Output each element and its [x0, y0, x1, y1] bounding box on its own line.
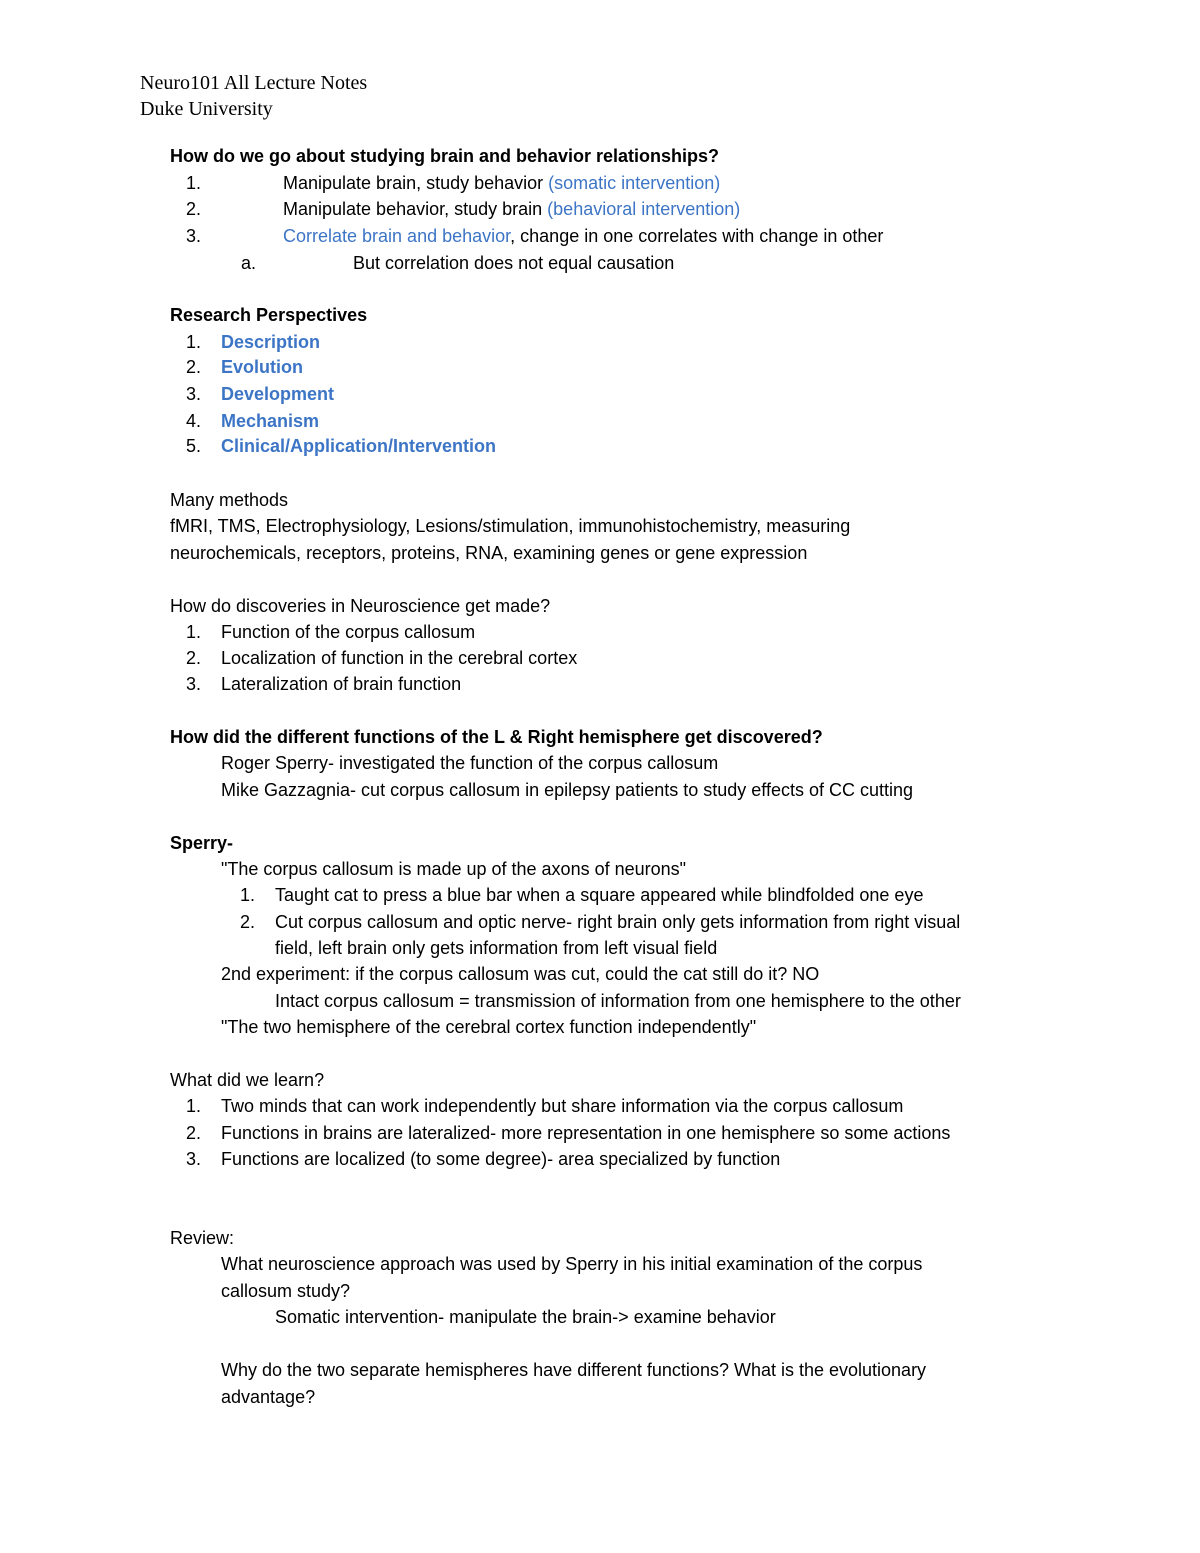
list-item: Localization of function in the cerebral cortex	[221, 648, 578, 668]
review-heading: Review:	[170, 1228, 235, 1248]
perspective-item: Evolution	[221, 357, 303, 377]
list-number: 2.	[240, 912, 256, 932]
list-item-highlight: (somatic intervention)	[548, 173, 721, 193]
hemispheres-line: Mike Gazzagnia- cut corpus callosum in epilepsy patients to study effects of CC cutting	[221, 780, 913, 800]
perspective-item: Clinical/Application/Intervention	[221, 436, 497, 456]
sperry-experiment: 2nd experiment: if the corpus callosum was cut, could the cat still do it? NO	[221, 964, 820, 984]
list-item-text: , change in one correlates with change in other	[510, 226, 884, 246]
list-item-text: Manipulate brain, study behavior	[283, 173, 549, 193]
study-heading: How do we go about studying brain and behavior relationships?	[170, 146, 720, 166]
list-number: 3.	[186, 384, 202, 404]
list-item	[283, 223, 883, 249]
sperry-quote: "The corpus callosum is made up of the axons of neurons"	[221, 859, 687, 879]
list-number: 1.	[186, 332, 202, 352]
list-item: Functions are localized (to some degree)- area specialized by function	[221, 1149, 781, 1169]
perspective-item: Description	[221, 332, 321, 352]
list-number: 2.	[186, 1123, 202, 1143]
list-number: 3.	[186, 1149, 202, 1169]
sub-list-item: But correlation does not equal causation	[353, 253, 675, 273]
list-number: 3.	[186, 226, 202, 246]
list-item: Two minds that can work independently but share information via the corpus callosum	[221, 1096, 904, 1116]
perspective-item: Mechanism	[221, 411, 320, 431]
list-item: Lateralization of brain function	[221, 674, 462, 694]
list-item-text: Manipulate behavior, study brain	[283, 199, 548, 219]
review-question: What neuroscience approach was used by Sperry in his initial examination of the corpus	[221, 1254, 923, 1274]
review-question: Why do the two separate hemispheres have different functions? What is the evolutionary	[221, 1360, 927, 1380]
hemispheres-heading: How did the different functions of the L & Right hemisphere get discovered?	[170, 727, 823, 747]
review-question: callosum study?	[221, 1281, 351, 1301]
list-number: 1.	[240, 885, 256, 905]
perspectives-heading: Research Perspectives	[170, 305, 368, 325]
list-number: 5.	[186, 436, 202, 456]
discoveries-heading: How do discoveries in Neuroscience get made?	[170, 596, 551, 616]
sperry-quote: "The two hemisphere of the cerebral cortex function independently"	[221, 1017, 757, 1037]
document-title: Neuro101 All Lecture Notes	[140, 72, 368, 94]
learned-heading: What did we learn?	[170, 1070, 325, 1090]
list-number: 3.	[186, 674, 202, 694]
list-item: Functions in brains are lateralized- more representation in one hemisphere so some actions	[221, 1123, 951, 1143]
methods-heading: Many methods	[170, 490, 289, 510]
list-number: 1.	[186, 622, 202, 642]
list-item	[283, 170, 720, 196]
perspective-item: Development	[221, 384, 335, 404]
list-number: 4.	[186, 411, 202, 431]
sperry-heading: Sperry-	[170, 833, 234, 853]
review-question: advantage?	[221, 1387, 316, 1407]
sub-list-number: a.	[241, 253, 257, 273]
list-number: 2.	[186, 648, 202, 668]
list-number: 2.	[186, 357, 202, 377]
list-number: 2.	[186, 199, 202, 219]
list-item: Function of the corpus callosum	[221, 622, 476, 642]
list-item: Cut corpus callosum and optic nerve- right brain only gets information from right visual	[275, 912, 961, 932]
methods-line: fMRI, TMS, Electrophysiology, Lesions/stimulation, immunohistochemistry, measuring	[170, 516, 851, 536]
list-item-continued: field, left brain only gets information from left visual field	[275, 938, 718, 958]
list-number: 1.	[186, 173, 202, 193]
list-item-highlight: (behavioral intervention)	[547, 199, 741, 219]
hemispheres-line: Roger Sperry- investigated the function of the corpus callosum	[221, 753, 719, 773]
review-answer: Somatic intervention- manipulate the brain-> examine behavior	[275, 1307, 776, 1327]
list-item: Taught cat to press a blue bar when a square appeared while blindfolded one eye	[275, 885, 924, 905]
list-number: 1.	[186, 1096, 202, 1116]
list-item-highlight: Correlate brain and behavior	[283, 226, 511, 246]
methods-line: neurochemicals, receptors, proteins, RNA, examining genes or gene expression	[170, 543, 808, 563]
sperry-intact: Intact corpus callosum = transmission of information from one hemisphere to the other	[275, 991, 961, 1011]
document-university: Duke University	[140, 98, 273, 120]
list-item	[283, 196, 740, 222]
